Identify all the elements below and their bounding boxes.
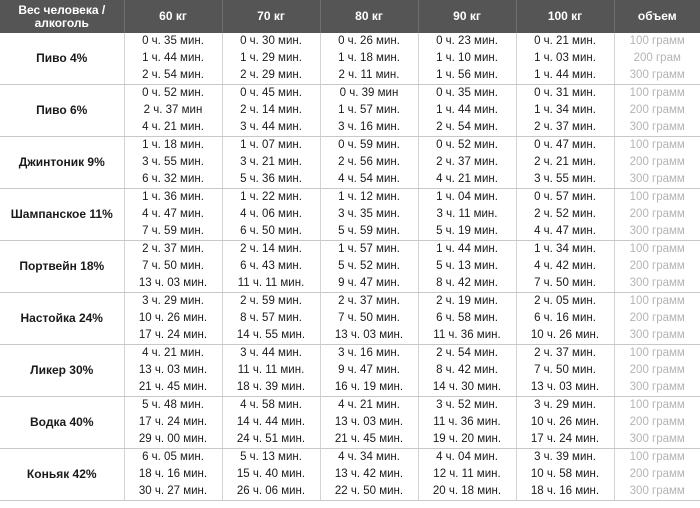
volume-cell: 200 грамм <box>629 260 685 272</box>
time-cell: 1 ч. 22 мин. <box>222 189 320 207</box>
time-cell: 11 ч. 11 мин. <box>222 275 320 293</box>
time-cell: 1 ч. 18 мин. <box>124 137 222 155</box>
time-cell: 1 ч. 03 мин. <box>516 50 614 67</box>
table-row <box>0 189 700 207</box>
time-cell: 1 ч. 10 мин. <box>418 50 516 67</box>
drink-name: Шампанское 11% <box>0 189 124 241</box>
header-weight-60: 60 кг <box>124 0 222 33</box>
time-cell: 15 ч. 40 мин. <box>222 466 320 483</box>
time-cell: 2 ч. 11 мин. <box>320 67 418 85</box>
header-weight-100: 100 кг <box>516 0 614 33</box>
time-cell: 3 ч. 16 мин. <box>320 345 418 363</box>
time-cell: 10 ч. 26 мин. <box>124 310 222 327</box>
time-cell: 19 ч. 20 мин. <box>418 431 516 449</box>
drink-name: Настойка 24% <box>0 293 124 345</box>
time-cell: 1 ч. 57 мин. <box>320 241 418 259</box>
header-row <box>0 0 700 33</box>
time-cell: 5 ч. 48 мин. <box>124 397 222 415</box>
table-row <box>0 293 700 311</box>
time-cell: 13 ч. 03 мин. <box>124 362 222 379</box>
time-cell: 21 ч. 45 мин. <box>320 431 418 449</box>
time-cell: 13 ч. 03 мин. <box>320 414 418 431</box>
time-cell: 22 ч. 50 мин. <box>320 483 418 501</box>
time-cell: 13 ч. 03 мин. <box>124 275 222 293</box>
time-cell: 0 ч. 39 мин <box>320 85 418 103</box>
drink-name: Портвейн 18% <box>0 241 124 293</box>
table-row <box>0 137 700 155</box>
time-cell: 6 ч. 16 мин. <box>516 310 614 327</box>
table-row <box>0 241 700 259</box>
time-cell: 2 ч. 14 мин. <box>222 102 320 119</box>
time-cell: 4 ч. 21 мин. <box>124 345 222 363</box>
time-cell: 1 ч. 29 мин. <box>222 50 320 67</box>
time-cell: 9 ч. 47 мин. <box>320 275 418 293</box>
time-cell: 17 ч. 24 мин. <box>124 414 222 431</box>
volume-cell: 300 грамм <box>614 431 700 449</box>
time-cell: 24 ч. 51 мин. <box>222 431 320 449</box>
header-weight-70: 70 кг <box>222 0 320 33</box>
time-cell: 11 ч. 36 мин. <box>418 414 516 431</box>
time-cell: 6 ч. 43 мин. <box>222 258 320 275</box>
volume-cell: 200 грамм <box>629 468 685 480</box>
time-cell: 20 ч. 18 мин. <box>418 483 516 501</box>
time-cell: 3 ч. 44 мин. <box>222 119 320 137</box>
drink-name: Водка 40% <box>0 397 124 449</box>
volume-cell: 100 грамм <box>629 399 685 411</box>
time-cell: 14 ч. 30 мин. <box>418 379 516 397</box>
table-body <box>0 33 700 501</box>
time-cell: 13 ч. 03 мин. <box>320 327 418 345</box>
time-cell: 10 ч. 26 мин. <box>516 414 614 431</box>
time-cell: 2 ч. 29 мин. <box>222 67 320 85</box>
time-cell: 1 ч. 34 мин. <box>516 102 614 119</box>
time-cell: 2 ч. 37 мин. <box>124 241 222 259</box>
time-cell: 16 ч. 19 мин. <box>320 379 418 397</box>
time-cell: 5 ч. 13 мин. <box>418 258 516 275</box>
time-cell: 3 ч. 11 мин. <box>418 206 516 223</box>
time-cell: 4 ч. 42 мин. <box>516 258 614 275</box>
time-cell: 0 ч. 23 мин. <box>418 33 516 50</box>
time-cell: 1 ч. 56 мин. <box>418 67 516 85</box>
time-cell: 29 ч. 00 мин. <box>124 431 222 449</box>
volume-cell: 300 грамм <box>614 379 700 397</box>
time-cell: 1 ч. 44 мин. <box>516 67 614 85</box>
time-cell: 0 ч. 31 мин. <box>516 85 614 103</box>
time-cell: 7 ч. 59 мин. <box>124 223 222 241</box>
time-cell: 30 ч. 27 мин. <box>124 483 222 501</box>
table-header <box>0 0 700 33</box>
time-cell: 3 ч. 29 мин. <box>124 293 222 311</box>
volume-cell: 300 грамм <box>614 171 700 189</box>
time-cell: 26 ч. 06 мин. <box>222 483 320 501</box>
volume-cell: 300 грамм <box>614 327 700 345</box>
time-cell: 0 ч. 52 мин. <box>124 85 222 103</box>
time-cell: 4 ч. 04 мин. <box>418 449 516 467</box>
time-cell: 9 ч. 47 мин. <box>320 362 418 379</box>
time-cell: 8 ч. 42 мин. <box>418 275 516 293</box>
time-cell: 7 ч. 50 мин. <box>516 362 614 379</box>
table-row <box>0 85 700 103</box>
volume-cell: 200 грам <box>633 52 681 64</box>
time-cell: 7 ч. 50 мин. <box>516 275 614 293</box>
time-cell: 0 ч. 35 мин. <box>418 85 516 103</box>
time-cell: 2 ч. 54 мин. <box>418 345 516 363</box>
time-cell: 1 ч. 18 мин. <box>320 50 418 67</box>
volume-cell: 100 грамм <box>629 87 685 99</box>
time-cell: 14 ч. 44 мин. <box>222 414 320 431</box>
drink-name: Пиво 6% <box>0 85 124 137</box>
time-cell: 0 ч. 26 мин. <box>320 33 418 50</box>
time-cell: 0 ч. 47 мин. <box>516 137 614 155</box>
header-weight-alcohol: Вес человека / алкоголь <box>0 0 124 33</box>
time-cell: 5 ч. 19 мин. <box>418 223 516 241</box>
time-cell: 8 ч. 42 мин. <box>418 362 516 379</box>
time-cell: 18 ч. 16 мин. <box>124 466 222 483</box>
time-cell: 2 ч. 37 мин <box>124 102 222 119</box>
time-cell: 4 ч. 21 мин. <box>124 119 222 137</box>
time-cell: 12 ч. 11 мин. <box>418 466 516 483</box>
time-cell: 5 ч. 59 мин. <box>320 223 418 241</box>
time-cell: 6 ч. 50 мин. <box>222 223 320 241</box>
time-cell: 0 ч. 57 мин. <box>516 189 614 207</box>
header-weight-80: 80 кг <box>320 0 418 33</box>
time-cell: 17 ч. 24 мин. <box>516 431 614 449</box>
time-cell: 7 ч. 50 мин. <box>124 258 222 275</box>
header-weight-90: 90 кг <box>418 0 516 33</box>
time-cell: 1 ч. 44 мин. <box>124 50 222 67</box>
time-cell: 6 ч. 32 мин. <box>124 171 222 189</box>
time-cell: 1 ч. 04 мин. <box>418 189 516 207</box>
time-cell: 11 ч. 36 мин. <box>418 327 516 345</box>
time-cell: 1 ч. 44 мин. <box>418 241 516 259</box>
time-cell: 4 ч. 47 мин. <box>516 223 614 241</box>
volume-cell: 100 грамм <box>629 243 685 255</box>
time-cell: 2 ч. 37 мин. <box>516 345 614 363</box>
drink-name: Коньяк 42% <box>0 449 124 501</box>
time-cell: 7 ч. 50 мин. <box>320 310 418 327</box>
time-cell: 0 ч. 35 мин. <box>124 33 222 50</box>
volume-cell: 200 грамм <box>629 156 685 168</box>
volume-cell: 100 грамм <box>629 295 685 307</box>
volume-cell: 100 грамм <box>629 35 685 47</box>
time-cell: 1 ч. 44 мин. <box>418 102 516 119</box>
time-cell: 4 ч. 58 мин. <box>222 397 320 415</box>
time-cell: 1 ч. 07 мин. <box>222 137 320 155</box>
time-cell: 2 ч. 21 мин. <box>516 154 614 171</box>
time-cell: 4 ч. 54 мин. <box>320 171 418 189</box>
time-cell: 4 ч. 47 мин. <box>124 206 222 223</box>
time-cell: 1 ч. 34 мин. <box>516 241 614 259</box>
time-cell: 2 ч. 56 мин. <box>320 154 418 171</box>
volume-cell: 100 грамм <box>629 139 685 151</box>
time-cell: 3 ч. 44 мин. <box>222 345 320 363</box>
drink-name: Пиво 4% <box>0 33 124 85</box>
time-cell: 2 ч. 54 мин. <box>418 119 516 137</box>
time-cell: 6 ч. 58 мин. <box>418 310 516 327</box>
time-cell: 2 ч. 14 мин. <box>222 241 320 259</box>
time-cell: 14 ч. 55 мин. <box>222 327 320 345</box>
time-cell: 18 ч. 39 мин. <box>222 379 320 397</box>
time-cell: 2 ч. 37 мин. <box>320 293 418 311</box>
time-cell: 1 ч. 36 мин. <box>124 189 222 207</box>
time-cell: 2 ч. 05 мин. <box>516 293 614 311</box>
volume-cell: 200 грамм <box>629 364 685 376</box>
time-cell: 8 ч. 57 мин. <box>222 310 320 327</box>
time-cell: 2 ч. 52 мин. <box>516 206 614 223</box>
time-cell: 3 ч. 52 мин. <box>418 397 516 415</box>
volume-cell: 300 грамм <box>614 483 700 501</box>
time-cell: 3 ч. 55 мин. <box>516 171 614 189</box>
volume-cell: 200 грамм <box>629 416 685 428</box>
time-cell: 1 ч. 57 мин. <box>320 102 418 119</box>
time-cell: 0 ч. 30 мин. <box>222 33 320 50</box>
volume-cell: 200 грамм <box>629 104 685 116</box>
table-row <box>0 449 700 467</box>
time-cell: 2 ч. 37 мин. <box>418 154 516 171</box>
time-cell: 0 ч. 59 мин. <box>320 137 418 155</box>
time-cell: 1 ч. 12 мин. <box>320 189 418 207</box>
drink-name: Ликер 30% <box>0 345 124 397</box>
time-cell: 5 ч. 52 мин. <box>320 258 418 275</box>
time-cell: 6 ч. 05 мин. <box>124 449 222 467</box>
volume-cell: 300 грамм <box>614 67 700 85</box>
time-cell: 17 ч. 24 мин. <box>124 327 222 345</box>
header-volume: объем <box>614 0 700 33</box>
volume-cell: 300 грамм <box>614 223 700 241</box>
time-cell: 4 ч. 06 мин. <box>222 206 320 223</box>
time-cell: 11 ч. 11 мин. <box>222 362 320 379</box>
time-cell: 2 ч. 19 мин. <box>418 293 516 311</box>
time-cell: 4 ч. 21 мин. <box>418 171 516 189</box>
time-cell: 2 ч. 54 мин. <box>124 67 222 85</box>
table-row <box>0 33 700 50</box>
time-cell: 21 ч. 45 мин. <box>124 379 222 397</box>
volume-cell: 100 грамм <box>629 347 685 359</box>
volume-cell: 200 грамм <box>629 312 685 324</box>
time-cell: 2 ч. 59 мин. <box>222 293 320 311</box>
time-cell: 5 ч. 13 мин. <box>222 449 320 467</box>
time-cell: 0 ч. 45 мин. <box>222 85 320 103</box>
time-cell: 18 ч. 16 мин. <box>516 483 614 501</box>
volume-cell: 300 грамм <box>614 119 700 137</box>
drink-name: Джинтоник 9% <box>0 137 124 189</box>
time-cell: 3 ч. 29 мин. <box>516 397 614 415</box>
time-cell: 10 ч. 58 мин. <box>516 466 614 483</box>
time-cell: 3 ч. 21 мин. <box>222 154 320 171</box>
time-cell: 4 ч. 21 мин. <box>320 397 418 415</box>
time-cell: 4 ч. 34 мин. <box>320 449 418 467</box>
time-cell: 10 ч. 26 мин. <box>516 327 614 345</box>
table-row <box>0 397 700 415</box>
volume-cell: 100 грамм <box>629 451 685 463</box>
time-cell: 3 ч. 35 мин. <box>320 206 418 223</box>
time-cell: 13 ч. 03 мин. <box>516 379 614 397</box>
time-cell: 13 ч. 42 мин. <box>320 466 418 483</box>
time-cell: 3 ч. 16 мин. <box>320 119 418 137</box>
volume-cell: 200 грамм <box>629 208 685 220</box>
volume-cell: 300 грамм <box>614 275 700 293</box>
time-cell: 5 ч. 36 мин. <box>222 171 320 189</box>
volume-cell: 100 грамм <box>629 191 685 203</box>
time-cell: 0 ч. 21 мин. <box>516 33 614 50</box>
time-cell: 0 ч. 52 мин. <box>418 137 516 155</box>
time-cell: 2 ч. 37 мин. <box>516 119 614 137</box>
table-row <box>0 345 700 363</box>
time-cell: 3 ч. 39 мин. <box>516 449 614 467</box>
time-cell: 3 ч. 55 мин. <box>124 154 222 171</box>
